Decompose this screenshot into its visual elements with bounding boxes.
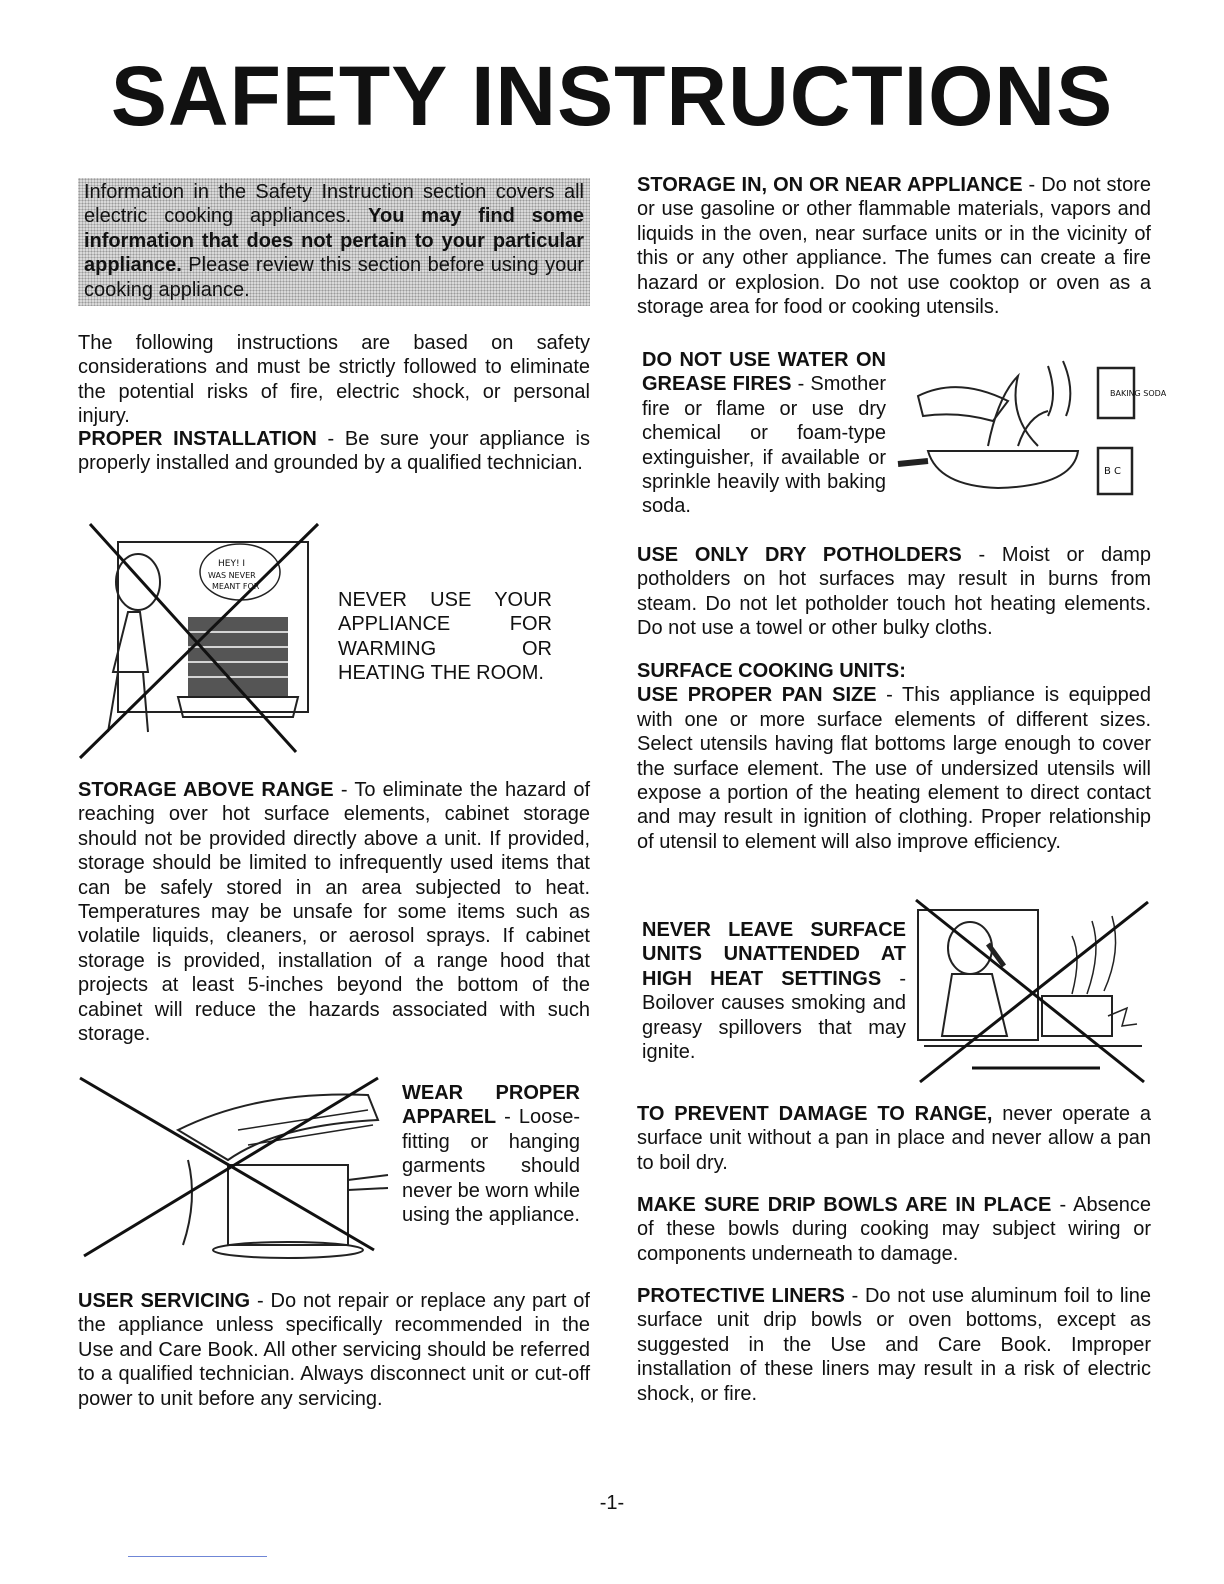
intro-paragraph: The following instructions are based on safety considerations and must be strictly followed to eliminate the potential risks of fire, electric shock, or personal injury.: [78, 332, 590, 428]
speech-bubble-text: HEY! I: [218, 559, 246, 569]
protective-liners-heading: PROTECTIVE LINERS: [637, 1285, 845, 1307]
user-servicing-section: [78, 1289, 590, 1411]
unattended-body: - Boilover causes smoking and greasy spillovers that may ignite.: [642, 967, 906, 1064]
scope-notice: [78, 178, 590, 306]
apparel-body: - Loose-fitting or hanging garments should never be worn while using the appliance.: [402, 1106, 580, 1227]
drip-bowls-section: [637, 1193, 1151, 1266]
prevent-damage-body: never operate a surface unit without a pan in place and never allow a pan to boil dry.: [637, 1103, 1152, 1174]
notice-text-1: Information in the Safety Instruction section covers all electric cooking appliances.: [84, 181, 584, 228]
svg-text:WAS NEVER: WAS NEVER: [208, 571, 256, 580]
proper-installation-heading: PROPER INSTALLATION: [78, 428, 317, 450]
potholders-body: - Moist or damp potholders on hot surfaces may result in burns from steam. Do not let potholder touch hot heating elements. Do not use a towel or other bulky cloths.: [637, 544, 1152, 640]
extinguisher-label: B C: [1104, 466, 1122, 477]
storage-above-body: - To eliminate the hazard of reaching over hot surface elements, cabinet storage should not be provided directly above a unit. If provided, storage should be limited to infrequently used items that can be safely stored in an area subjected to heat. Temperatures may be unsafe for some items such as volatile liquids, cleaners, or aerosol sprays. If cabinet storage is provided, installation of a range hood that projects at least 5-inches beyond the bottom of the cabinet will reduce the hazards associated with such storage.: [78, 779, 591, 1046]
unattended-pot-phone-illustration: [912, 896, 1152, 1086]
grease-fires-section: [642, 348, 886, 519]
proper-installation-body: - Be sure your appliance is properly installed and grounded by a qualified technician.: [78, 428, 591, 475]
notice-bold-text: You may find some information that does not pertain to your particular appliance.: [84, 205, 584, 277]
no-room-heating-illustration: [78, 522, 328, 758]
user-servicing-body: - Do not repair or replace any part of the appliance unless specifically recommended in the Use and Care Book. All other servicing should be referred to a qualified technician. Always disconnect unit or cut-off power to unit before any servicing.: [78, 1290, 590, 1410]
storage-above-heading: STORAGE ABOVE RANGE: [78, 779, 334, 801]
drip-bowls-body: - Absence of these bowls during cooking may subject wiring or components underneath to damage.: [637, 1194, 1151, 1265]
storage-in-body: - Do not store or use gasoline or other flammable materials, vapors and liquids in the oven, near surface units or in the vicinity of this or any other appliance. The fumes can create a fire hazard or explosion. Do not use cooktop or oven as a storage area for food or cooking utensils.: [637, 174, 1152, 319]
user-servicing-heading: USER SERVICING: [78, 1290, 251, 1312]
pan-size-heading: USE PROPER PAN SIZE: [637, 684, 877, 707]
proper-installation-section: [78, 427, 590, 476]
page-number: -1-: [599, 1492, 625, 1514]
prevent-damage-heading: TO PREVENT DAMAGE TO RANGE,: [637, 1103, 993, 1125]
storage-above-section: [78, 778, 590, 1046]
potholders-section: [637, 543, 1151, 641]
grease-fire-pan-illustration: [898, 356, 1167, 516]
potholders-heading: USE ONLY DRY POTHOLDERS: [637, 544, 962, 566]
footer-rule: [128, 1556, 267, 1557]
storage-in-heading: STORAGE IN, ON OR NEAR APPLIANCE: [637, 174, 1023, 196]
drip-bowls-heading: MAKE SURE DRIP BOWLS ARE IN PLACE: [637, 1194, 1052, 1216]
protective-liners-body: - Do not use aluminum foil to line surface unit drip bowls or oven bottoms, except as suggested in the Use and Care Book. Improper installation of these liners may result in a risk of electric shock, or fire.: [637, 1285, 1151, 1405]
storage-in-section: [637, 173, 1151, 319]
protective-liners-section: [637, 1284, 1151, 1406]
apparel-section: [402, 1081, 580, 1227]
prevent-damage-section: [637, 1102, 1151, 1175]
grease-fires-body: - Smother fire or flame or use dry chemical or foam-type extinguisher, if available or sprinkle heavily with baking soda.: [642, 373, 887, 518]
grease-fires-heading: DO NOT USE WATER ON GREASE FIRES: [642, 349, 886, 396]
baking-soda-label: BAKING SODA: [1110, 389, 1167, 398]
warming-warning-text: NEVER USE YOUR APPLIANCE FOR WARMING OR HEATING THE ROOM.: [338, 589, 552, 685]
svg-text:MEANT FOR: MEANT FOR: [212, 582, 260, 591]
unattended-section: [642, 918, 906, 1064]
apparel-heading: WEAR PROPER APPAREL: [402, 1082, 580, 1129]
notice-text-2: Please review this section before using your cooking appliance.: [84, 254, 584, 301]
page-title: SAFETY INSTRUCTIONS: [110, 49, 1114, 143]
surface-units-section: [637, 659, 1151, 854]
unattended-heading: NEVER LEAVE SURFACE UNITS UNATTENDED AT HIGH HEAT SETTINGS: [642, 919, 906, 990]
loose-sleeve-over-pot-illustration: [78, 1070, 390, 1266]
surface-units-heading: SURFACE COOKING UNITS:: [637, 660, 906, 682]
pan-size-body: - This appliance is equipped with one or more surface elements of different sizes. Select utensils having flat bottoms large enough to cover the surface element. The use of undersized utensils will expose a portion of the heating element to direct contact and may result in ignition of clothing. Proper relationship of utensil to element will also improve efficiency.: [637, 684, 1151, 853]
